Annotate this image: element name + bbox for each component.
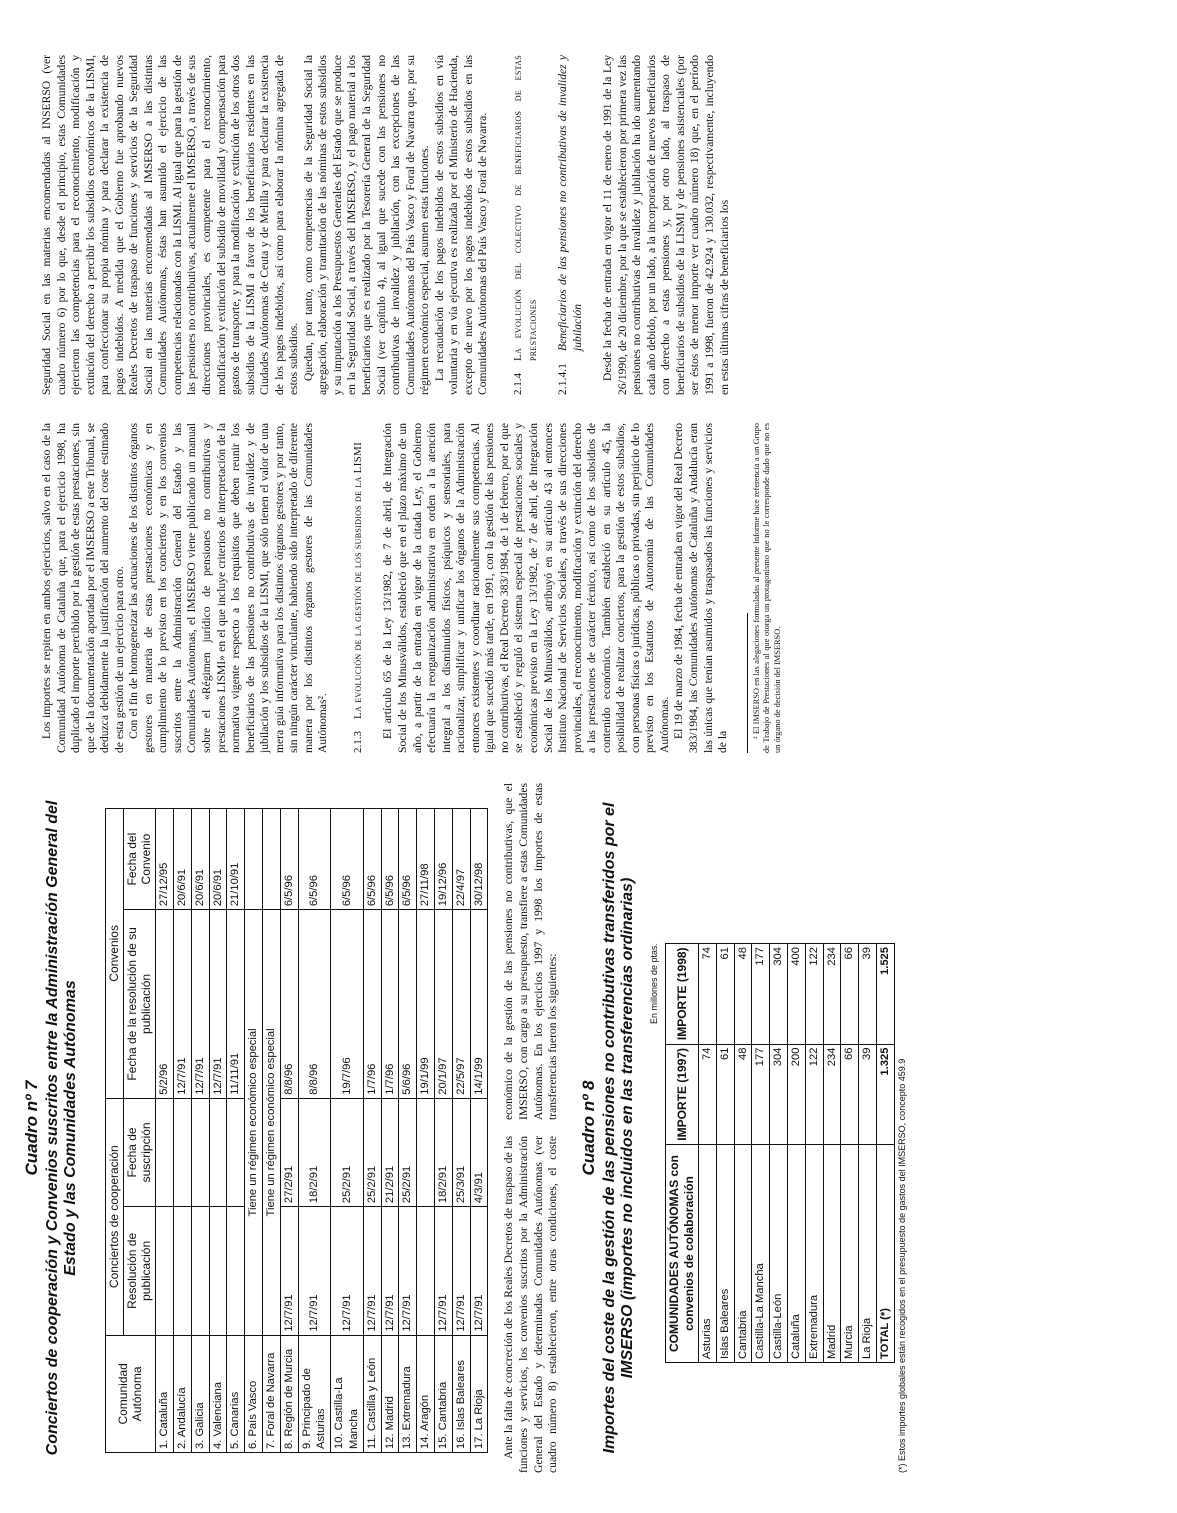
table-cell: 19/7/96 bbox=[331, 910, 364, 1099]
table-cell: 27/2/91 bbox=[280, 1098, 298, 1206]
table-cell: 6/5/96 bbox=[399, 809, 417, 910]
table-cell: 12. Madrid bbox=[381, 1335, 399, 1452]
right-paragraph-1: Seguridad Social en las materias encomendadas al INSERSO (ver cuadro número 6) por lo que, desde el principio, estas Comunidades ejercieron las competencias para el reconocimiento, modificación y extinción del derecho a percibir los subsidios económicos de la LISMI, para confeccionar su propia nómina y para declarar la existencia de pagos indebidos. A medida que el Gobierno fue aprobando nuevos Reales Decretos de traspaso de funciones y servicios de la Seguridad Social en las materias encomendadas al IMSERSO a las distintas Comunidades Autónomas, éstas han asumido el ejercicio de las competencias relacionadas con la LISMI. Al igual que para la gestión de las pensiones no contributivas, actualmente el IMSERSO, a través de sus direcciones provinciales, es competente para el reconocimiento, modificación y extinción del subsidio de movilidad y compensación para gastos de transporte, y para la modificación y extinción de los otros dos subsidios de la LISMI a favor de los beneficiarios residentes en las Ciudades Autónomas de Ceuta y de Melilla y para declarar la existencia de los pagos indebidos, así como para elaborar la nómina agregada de estos subsidios. bbox=[40, 55, 301, 395]
table-cell: 12/7/91 bbox=[173, 910, 191, 1099]
header-convenios: Convenios bbox=[105, 809, 123, 1099]
header-conciertos: Conciertos de cooperación bbox=[105, 1098, 123, 1335]
table-cell bbox=[173, 1207, 191, 1336]
table-cell: 13. Extremadura bbox=[399, 1335, 417, 1452]
table-row bbox=[770, 944, 788, 1363]
table-row bbox=[280, 809, 298, 1453]
total-row bbox=[877, 944, 895, 1363]
table-cell bbox=[417, 1207, 435, 1336]
table-row bbox=[823, 944, 841, 1363]
header-suscripcion: Fecha de suscripción bbox=[123, 1098, 156, 1206]
table-cell: 5/6/96 bbox=[399, 910, 417, 1099]
right-paragraph-2: Quedan, por tanto, como competencias de la Seguridad Social la agregación, elaboración y tramitación de las nóminas de estos subsidios y su imputación a los Presupuestos Generales del Estado que se produce en la Seguridad Social, a través del IMSERSO, y el pago material a los beneficiarios que es realizado por la Tesorería General de la Seguridad Social (ver capítulo 4), al igual que sucede con las pensiones no contributivas de invalidez y jubilación, con las excepciones de las Comunidades Autónomas del País Vasco y Foral de Navarra que, por su régimen económico especial, asumen estas funciones. bbox=[301, 55, 432, 395]
cuadro7-title: Cuadro nº 7 bbox=[22, 1080, 41, 1176]
table-cell: Murcia bbox=[841, 1145, 859, 1363]
table-cell: 48 bbox=[734, 1044, 752, 1145]
table-cell: 177 bbox=[752, 944, 770, 1045]
cuadro7-subtitle: Conciertos de cooperación y Convenios suscritos entre la Administración General del Estado y las Comunidades Autónomas bbox=[44, 800, 80, 1456]
table-cell: 122 bbox=[805, 1044, 823, 1145]
table-cell: 5/2/96 bbox=[156, 910, 174, 1099]
table-cell: 4/3/91 bbox=[470, 1098, 488, 1206]
right-paragraph-3: La recaudación de los pagos indebidos de estos subsidios en vía voluntaria y en vía ejecutiva es realizada por el Ministerio de Hacienda, excepto de nuevo por los pagos indebidos de estos subsidios en las Comunidades Autónomas del País Vasco y Foral de Navarra. bbox=[432, 55, 490, 395]
table-row bbox=[191, 809, 209, 1453]
table-cell: 27/11/98 bbox=[417, 809, 435, 910]
header-fecha-resolucion: Fecha de la resolución de su publicación bbox=[123, 910, 156, 1099]
table-cell: 19/12/96 bbox=[434, 809, 452, 910]
cuadro8-table bbox=[665, 943, 894, 1363]
table-cell: 12/7/91 bbox=[434, 1207, 452, 1336]
table-cell: 304 bbox=[770, 944, 788, 1045]
section-2-1-3-heading bbox=[351, 423, 366, 753]
table-row bbox=[381, 809, 399, 1453]
table-cell bbox=[227, 1207, 245, 1336]
table-cell bbox=[173, 1098, 191, 1206]
table-cell: 21/2/91 bbox=[381, 1098, 399, 1206]
table-row bbox=[470, 809, 488, 1453]
table-cell: 8/8/96 bbox=[298, 910, 331, 1099]
table-cell: 20/6/91 bbox=[173, 809, 191, 910]
table-cell bbox=[191, 1207, 209, 1336]
table-cell: 14/1/99 bbox=[470, 910, 488, 1099]
table-cell: 8. Región de Murcia bbox=[280, 1335, 298, 1452]
table-row bbox=[417, 809, 435, 1453]
table-cell: 20/6/91 bbox=[209, 809, 227, 910]
header-comunidad: Comunidad Autónoma bbox=[105, 1335, 155, 1452]
table-cell: 22/5/97 bbox=[452, 910, 470, 1099]
table-cell: 74 bbox=[699, 944, 717, 1045]
table-cell: Castilla-León bbox=[770, 1145, 788, 1363]
table-cell: 18/2/91 bbox=[298, 1098, 331, 1206]
cuadro8-subtitle: Importes del coste de la gestión de las pensiones no contributivas transferidos por el IMSERSO (importes no incluidos en las transferencias ordinarias) bbox=[600, 802, 637, 1454]
table-cell: 14. Aragón bbox=[417, 1335, 435, 1452]
total-1998: 1.525 bbox=[877, 944, 895, 1045]
table-cell: Tiene un régimen económico especial bbox=[245, 910, 263, 1336]
table-cell: 12/7/91 bbox=[298, 1207, 331, 1336]
mid-paragraph-3: El artículo 65 de la Ley 13/1982, de 7 de abril, de Integración Social de los Minusválidos, estableció que en el plazo máximo de un año, a partir de la entrada en vigor de la citada Ley, el Gobierno efectuaría la reorganización administrativa en orden a la atención integral a los disminuidos físicos, psíquicos y sensoriales, para racionalizar, simplificar y unificar los órganos de la Administración entonces existentes y coordinar racionalmente sus competencias. Al igual que sucedió más tarde, en 1991, con la gestión de las pensiones no contributivas, el Real Decreto 383/1984, de 1 de febrero, por el que se estableció y reguló el sistema especial de prestaciones sociales y económicas previsto en la Ley 13/1982, de 7 de abril, de Integración Social de los Minusválidos, atribuyó en su artículo 43 al entonces Instituto Nacional de Servicios Sociales, a través de sus direcciones provinciales, el reconocimiento, modificación y extinción del derecho a las prestaciones de carácter técnico, así como de los subsidios de contenido económico. También estableció en su artículo 45, la posibilidad de realizar conciertos, para la gestión de estos subsidios, con personas físicas o jurídicas, públicas o privadas, sin perjuicio de lo previsto en los Estatutos de Autonomía de las Comunidades Autónomas. bbox=[381, 423, 671, 753]
table-cell: Tiene un régimen económico especial bbox=[262, 910, 280, 1336]
footnote: ² El IMSERSO en las alegaciones formuladas al presente Informe hace referencia a un Grupo de Trabajo de Prestaciones al que otorga un protagonismo que no le corresponde dado que no es un órgano de decisión del IMSERSO. bbox=[751, 423, 782, 753]
table-cell: Extremadura bbox=[805, 1145, 823, 1363]
table-cell: 66 bbox=[841, 1044, 859, 1145]
section-2-1-4-heading bbox=[511, 55, 540, 395]
total-label: TOTAL (*) bbox=[877, 1145, 895, 1363]
table-cell bbox=[156, 1098, 174, 1206]
table-cell: 10. Castilla-La Mancha bbox=[331, 1335, 364, 1452]
header-importe-1998: IMPORTE (1998) bbox=[666, 944, 699, 1045]
table-row bbox=[399, 809, 417, 1453]
table-cell bbox=[227, 1098, 245, 1206]
table-cell: 17. La Rioja bbox=[470, 1335, 488, 1452]
section-2-1-4-1-heading bbox=[556, 55, 585, 395]
table-cell: 12/7/91 bbox=[331, 1207, 364, 1336]
section-title: La evolución del colectivo de beneficiarios de estas prestaciones bbox=[511, 55, 539, 361]
table-row bbox=[452, 809, 470, 1453]
mid-paragraph-2: Con el fin de homogeneizar las actuaciones de los distintos órganos gestores en materia de estas prestaciones económicas y en cumplimiento de lo previsto en los conciertos y en los convenios suscritos entre la Administración General del Estado y las Comunidades Autónomas, el IMSERSO viene publicando un manual sobre el «Régimen jurídico de pensiones no contributivas y prestaciones LISMI» en el que incluye criterios de interpretación de la normativa vigente respecto a los requisitos que deben reunir los beneficiarios de las pensiones no contributivas de invalidez y de jubilación y los subsidios de la LISMI, que sólo tienen el valor de una mera guía informativa para los distintos órganos gestores y por tanto, sin ningún carácter vinculante, habiendo sido interpretado de diferente manera por los distintos órganos gestores de las Comunidades Autónomas². bbox=[127, 423, 330, 753]
table-cell bbox=[209, 1207, 227, 1336]
table-cell: 6/5/96 bbox=[381, 809, 399, 910]
table-cell: 25/2/91 bbox=[399, 1098, 417, 1206]
table-cell: 25/3/91 bbox=[452, 1098, 470, 1206]
table-cell bbox=[417, 1098, 435, 1206]
table-cell: 15. Cantabria bbox=[434, 1335, 452, 1452]
table-cell: Cantabria bbox=[734, 1145, 752, 1363]
table-cell: 11/11/91 bbox=[227, 910, 245, 1099]
table-cell: 7. Foral de Navarra bbox=[262, 1335, 280, 1452]
table-cell: 12/7/91 bbox=[191, 910, 209, 1099]
intro-text bbox=[502, 783, 560, 1473]
section-title: La evolución de la gestión de los subsidios de la LISMI bbox=[351, 441, 364, 719]
table-row bbox=[434, 809, 452, 1453]
right-paragraph-4: Desde la fecha de entrada en vigor el 11 de enero de 1991 de la Ley 26/1990, de 20 diciembre, por la que se establecieron por primera vez las pensiones no contributivas de invalidez y jubilación ha ido aumentando cada año debido, por un lado, a la incorporación de nuevos beneficiarios con derecho a estas pensiones y, por otro lado, al traspaso de beneficiarios de subsidios de la LISMI y de pensiones asistenciales (por ser éstos de menor importe ver cuadro número 18) que, en el período 1991 a 1998, fueron de 42.924 y 130.032, respectivamente, incluyendo en estas últimas cifras de beneficiarios los bbox=[601, 55, 731, 395]
table-row bbox=[752, 944, 770, 1363]
table-cell bbox=[156, 1207, 174, 1336]
table-cell: Castilla-La Mancha bbox=[752, 1145, 770, 1363]
table-row bbox=[331, 809, 364, 1453]
table-cell: 12/7/91 bbox=[399, 1207, 417, 1336]
table-cell: 122 bbox=[805, 944, 823, 1045]
table-cell: 39 bbox=[859, 944, 877, 1045]
cuadro8-note: (*) Estos importes globales están recogidos en el presupuesto de gastos del IMSERSO, concepto 459.9 bbox=[896, 1058, 907, 1473]
table-cell: 2. Andalucía bbox=[173, 1335, 191, 1452]
table-cell: 234 bbox=[823, 944, 841, 1045]
table-cell: 12/7/91 bbox=[381, 1207, 399, 1336]
header-importe-1997: IMPORTE (1997) bbox=[666, 1044, 699, 1145]
table-cell: 12/7/91 bbox=[452, 1207, 470, 1336]
table-row bbox=[173, 809, 191, 1453]
table-row bbox=[859, 944, 877, 1363]
table-row bbox=[156, 809, 174, 1453]
table-cell: 1. Cataluña bbox=[156, 1335, 174, 1452]
footnote-rule bbox=[747, 613, 748, 753]
table-cell: Cataluña bbox=[788, 1145, 806, 1363]
table-cell bbox=[245, 809, 263, 910]
table-row bbox=[298, 809, 331, 1453]
table-cell: 1/7/96 bbox=[363, 910, 381, 1099]
table-cell: 3. Galicia bbox=[191, 1335, 209, 1452]
table-cell: 400 bbox=[788, 944, 806, 1045]
table-row bbox=[699, 944, 717, 1363]
header-fecha-convenio: Fecha del Convenio bbox=[123, 809, 156, 910]
table-row bbox=[805, 944, 823, 1363]
table-cell: Islas Baleares bbox=[716, 1145, 734, 1363]
table-cell: 66 bbox=[841, 944, 859, 1045]
table-cell: 12/7/91 bbox=[470, 1207, 488, 1336]
table-cell: Asturias bbox=[699, 1145, 717, 1363]
table-row bbox=[227, 809, 245, 1453]
middle-column bbox=[40, 423, 783, 753]
section-number: 2.1.4 bbox=[511, 373, 524, 395]
table-cell: 61 bbox=[716, 944, 734, 1045]
table-row bbox=[262, 809, 280, 1453]
table-cell: 6/5/96 bbox=[280, 809, 298, 910]
table-cell: 9. Principado de Asturias bbox=[298, 1335, 331, 1452]
table-cell: 11. Castilla y León bbox=[363, 1335, 381, 1452]
total-1997: 1.325 bbox=[877, 1044, 895, 1145]
cuadro8-body bbox=[699, 944, 877, 1363]
table-cell: 6/5/96 bbox=[363, 809, 381, 910]
left-half bbox=[22, 783, 907, 1473]
table-cell bbox=[191, 1098, 209, 1206]
cuadro7-table bbox=[105, 808, 489, 1453]
table-cell: 21/10/91 bbox=[227, 809, 245, 910]
table-cell bbox=[262, 809, 280, 910]
table-cell: La Rioja bbox=[859, 1145, 877, 1363]
table-row bbox=[734, 944, 752, 1363]
right-column bbox=[40, 55, 732, 395]
section-number: 2.1.3 bbox=[351, 731, 364, 753]
table-row bbox=[841, 944, 859, 1363]
table-cell: 30/12/98 bbox=[470, 809, 488, 910]
table-cell: 25/2/91 bbox=[331, 1098, 364, 1206]
header-ca: COMUNIDADES AUTÓNOMAS con convenios de colaboración bbox=[666, 1145, 699, 1363]
table-cell: 8/8/96 bbox=[280, 910, 298, 1099]
table-cell: 39 bbox=[859, 1044, 877, 1145]
table-row bbox=[209, 809, 227, 1453]
table-cell: 16. Islas Baleares bbox=[452, 1335, 470, 1452]
table-cell: 22/4/97 bbox=[452, 809, 470, 910]
cuadro7-body bbox=[156, 809, 488, 1453]
table-cell: 48 bbox=[734, 944, 752, 1045]
table-cell: 12/7/91 bbox=[209, 910, 227, 1099]
table-cell: 200 bbox=[788, 1044, 806, 1145]
mid-paragraph-1: Los importes se repiten en ambos ejercicios, salvo en el caso de la Comunidad Autónoma de Cataluña que, para el ejercicio 1998, ha duplicado el importe percibido por la gestión de estas prestaciones, sin que de la documentación aportada por el IMSERSO a este Tribunal, se deduzca debidamente la justificación del aumento del coste estimado de esta gestión de un ejercicio para otro. bbox=[40, 423, 126, 753]
table-cell: 6/5/96 bbox=[331, 809, 364, 910]
table-cell: 74 bbox=[699, 1044, 717, 1145]
table-cell: 177 bbox=[752, 1044, 770, 1145]
table-cell: 20/1/97 bbox=[434, 910, 452, 1099]
table-row bbox=[245, 809, 263, 1453]
table-cell: 6. País Vasco bbox=[245, 1335, 263, 1452]
table-cell: 12/7/91 bbox=[363, 1207, 381, 1336]
table-cell: 1/7/96 bbox=[381, 910, 399, 1099]
table-cell: 18/2/91 bbox=[434, 1098, 452, 1206]
table-cell: 27/12/95 bbox=[156, 809, 174, 910]
header-resolucion: Resolución de publicación bbox=[123, 1207, 156, 1336]
table-cell: 6/5/96 bbox=[298, 809, 331, 910]
table-cell: 12/7/91 bbox=[280, 1207, 298, 1336]
table-cell bbox=[209, 1098, 227, 1206]
table-row bbox=[788, 944, 806, 1363]
table-cell: 304 bbox=[770, 1044, 788, 1145]
mid-paragraph-4: El 19 de marzo de 1984, fecha de entrada en vigor del Real Decreto 383/1984, las Comunidades Autónomas de Cataluña y Andalucía eran las únicas que tenían asumidos y traspasados las funciones y servicios de la bbox=[672, 423, 730, 753]
table-cell: 61 bbox=[716, 1044, 734, 1145]
table-cell: 4. Valenciana bbox=[209, 1335, 227, 1452]
subsection-title: Beneficiarios de las pensiones no contributivas de invalidez y jubilación bbox=[556, 55, 584, 351]
table-cell: 5. Canarias bbox=[227, 1335, 245, 1452]
units-label: En millones de ptas. bbox=[649, 943, 660, 1025]
table-cell: 20/6/91 bbox=[191, 809, 209, 910]
table-row bbox=[716, 944, 734, 1363]
intro-paragraph: Ante la falta de concreción de los Reales Decretos de traspaso de las funciones y servicios, los convenios suscritos por la Administración General del Estado y determinadas Comunidades Autónomas (ver cuadro número 8) establecieron, entre otras condiciones, el coste económico de la gestión de las pensiones no contributivas, que el IMSERSO, con cargo a su presupuesto, transfiere a estas Comunidades Autónomas. En los ejercicios 1997 y 1998 los importes de estas transferencias fueron los siguientes: bbox=[502, 783, 560, 1473]
subsection-number: 2.1.4.1 bbox=[556, 363, 570, 395]
cuadro8-title: Cuadro nº 8 bbox=[578, 1080, 598, 1176]
table-cell: 25/2/91 bbox=[363, 1098, 381, 1206]
table-row bbox=[363, 809, 381, 1453]
table-cell: Madrid bbox=[823, 1145, 841, 1363]
table-cell: 234 bbox=[823, 1044, 841, 1145]
table-cell: 19/1/99 bbox=[417, 910, 435, 1099]
